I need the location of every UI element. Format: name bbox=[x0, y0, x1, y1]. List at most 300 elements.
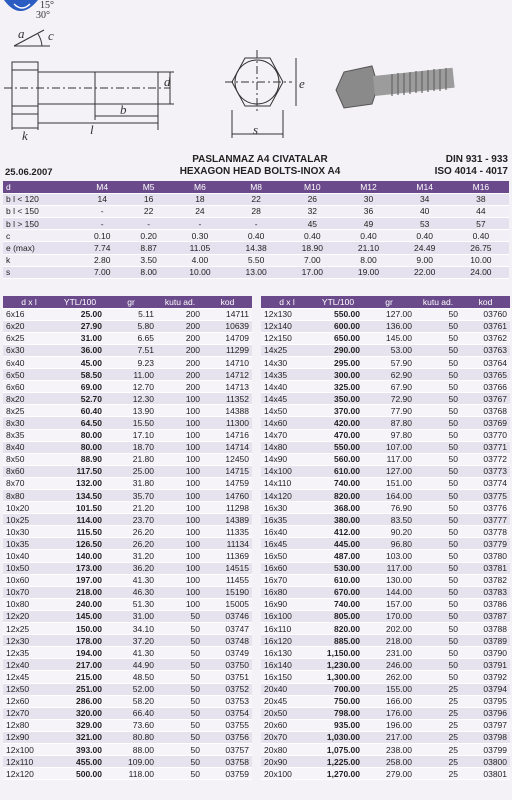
weight-cell: 109.00 bbox=[105, 756, 157, 768]
dimensions-cell: 0.20 bbox=[125, 230, 171, 242]
table-row bbox=[261, 743, 510, 755]
size-cell: 20x100 bbox=[261, 768, 313, 780]
table-row bbox=[261, 393, 510, 405]
table-row bbox=[3, 453, 252, 465]
dimensions-cell: 26 bbox=[284, 193, 340, 205]
code-cell: 03760 bbox=[461, 308, 510, 320]
code-cell: 03752 bbox=[203, 683, 252, 695]
price-cell: 1,300.00 bbox=[313, 671, 363, 683]
code-cell: 14712 bbox=[203, 369, 252, 381]
table-row bbox=[261, 502, 510, 514]
size-cell: 14x80 bbox=[261, 441, 313, 453]
code-cell: 03797 bbox=[461, 719, 510, 731]
dimensions-cell: 8.87 bbox=[125, 242, 171, 254]
list-header-row bbox=[261, 296, 510, 308]
code-cell: 11134 bbox=[203, 538, 252, 550]
size-cell: 20x60 bbox=[261, 719, 313, 731]
table-row bbox=[261, 429, 510, 441]
box-qty-cell: 100 bbox=[157, 574, 203, 586]
code-cell: 11369 bbox=[203, 550, 252, 562]
dimensions-cell: 13.00 bbox=[228, 266, 284, 278]
box-qty-cell: 25 bbox=[415, 731, 461, 743]
size-cell: 14x100 bbox=[261, 465, 313, 477]
price-cell: 650.00 bbox=[313, 332, 363, 344]
dimensions-cell: 45 bbox=[284, 218, 340, 230]
weight-cell: 51.30 bbox=[105, 598, 157, 610]
size-cell: 12x70 bbox=[3, 707, 55, 719]
dimensions-cell: c bbox=[3, 230, 79, 242]
code-cell: 14388 bbox=[203, 405, 252, 417]
code-cell: 03798 bbox=[461, 731, 510, 743]
box-qty-cell: 25 bbox=[415, 695, 461, 707]
box-qty-cell: 50 bbox=[415, 586, 461, 598]
size-cell: 8x35 bbox=[3, 429, 55, 441]
price-cell: 1,075.00 bbox=[313, 743, 363, 755]
dimensions-cell: 17.00 bbox=[284, 266, 340, 278]
price-cell: 321.00 bbox=[55, 731, 105, 743]
dimensions-row bbox=[3, 254, 509, 266]
code-cell: 03753 bbox=[203, 695, 252, 707]
dimensions-cell: 4.00 bbox=[172, 254, 228, 266]
size-cell: 14x110 bbox=[261, 477, 313, 489]
price-cell: 530.00 bbox=[313, 562, 363, 574]
size-cell: 14x30 bbox=[261, 356, 313, 368]
list-header-cell: YTL/100 bbox=[313, 296, 363, 308]
weight-cell: 23.70 bbox=[105, 514, 157, 526]
price-cell: 798.00 bbox=[313, 707, 363, 719]
weight-cell: 67.90 bbox=[363, 381, 415, 393]
price-cell: 88.90 bbox=[55, 453, 105, 465]
dimensions-header-cell: M6 bbox=[172, 181, 228, 193]
weight-cell: 41.30 bbox=[105, 647, 157, 659]
dimensions-cell: 7.00 bbox=[284, 254, 340, 266]
table-row bbox=[3, 417, 252, 429]
box-qty-cell: 50 bbox=[157, 671, 203, 683]
weight-cell: 218.00 bbox=[363, 635, 415, 647]
box-qty-cell: 50 bbox=[415, 574, 461, 586]
weight-cell: 52.00 bbox=[105, 683, 157, 695]
weight-cell: 37.20 bbox=[105, 635, 157, 647]
box-qty-cell: 50 bbox=[415, 623, 461, 635]
weight-cell: 196.00 bbox=[363, 719, 415, 731]
code-cell: 03769 bbox=[461, 417, 510, 429]
dimensions-cell: 2.80 bbox=[79, 254, 125, 266]
weight-cell: 44.90 bbox=[105, 659, 157, 671]
size-cell: 20x90 bbox=[261, 756, 313, 768]
size-cell: 6x50 bbox=[3, 369, 55, 381]
size-cell: 10x40 bbox=[3, 550, 55, 562]
box-qty-cell: 50 bbox=[157, 635, 203, 647]
table-row bbox=[261, 683, 510, 695]
weight-cell: 107.00 bbox=[363, 441, 415, 453]
price-cell: 1,225.00 bbox=[313, 756, 363, 768]
size-cell: 8x25 bbox=[3, 405, 55, 417]
price-cell: 935.00 bbox=[313, 719, 363, 731]
weight-cell: 176.00 bbox=[363, 707, 415, 719]
weight-cell: 41.30 bbox=[105, 574, 157, 586]
size-cell: 6x40 bbox=[3, 356, 55, 368]
price-cell: 820.00 bbox=[313, 490, 363, 502]
size-cell: 16x140 bbox=[261, 659, 313, 671]
table-row bbox=[3, 441, 252, 453]
table-row bbox=[261, 417, 510, 429]
table-row bbox=[3, 635, 252, 647]
weight-cell: 57.90 bbox=[363, 356, 415, 368]
weight-cell: 36.20 bbox=[105, 562, 157, 574]
price-cell: 290.00 bbox=[313, 344, 363, 356]
code-cell: 03754 bbox=[203, 707, 252, 719]
box-qty-cell: 50 bbox=[415, 477, 461, 489]
table-row bbox=[3, 369, 252, 381]
angle-15-label: 15° bbox=[40, 0, 54, 11]
table-row bbox=[261, 514, 510, 526]
table-row bbox=[261, 405, 510, 417]
dimensions-cell: 30 bbox=[340, 193, 396, 205]
dimensions-cell: 14 bbox=[79, 193, 125, 205]
price-cell: 805.00 bbox=[313, 610, 363, 622]
dim-c-label: c bbox=[48, 28, 54, 43]
table-row bbox=[261, 707, 510, 719]
table-row bbox=[3, 308, 252, 320]
box-qty-cell: 25 bbox=[415, 683, 461, 695]
box-qty-cell: 50 bbox=[157, 647, 203, 659]
size-cell: 20x70 bbox=[261, 731, 313, 743]
code-cell: 14709 bbox=[203, 332, 252, 344]
price-cell: 455.00 bbox=[55, 756, 105, 768]
code-cell: 03746 bbox=[203, 610, 252, 622]
table-row bbox=[3, 671, 252, 683]
size-cell: 12x80 bbox=[3, 719, 55, 731]
table-row bbox=[261, 465, 510, 477]
table-row bbox=[3, 320, 252, 332]
price-cell: 52.70 bbox=[55, 393, 105, 405]
table-row bbox=[3, 332, 252, 344]
code-cell: 03768 bbox=[461, 405, 510, 417]
table-row bbox=[261, 647, 510, 659]
dimensions-cell: 18.90 bbox=[284, 242, 340, 254]
size-cell: 10x80 bbox=[3, 598, 55, 610]
box-qty-cell: 50 bbox=[415, 332, 461, 344]
size-cell: 16x35 bbox=[261, 514, 313, 526]
table-row bbox=[3, 562, 252, 574]
weight-cell: 83.50 bbox=[363, 514, 415, 526]
box-qty-cell: 50 bbox=[415, 659, 461, 671]
box-qty-cell: 50 bbox=[157, 659, 203, 671]
box-qty-cell: 25 bbox=[415, 707, 461, 719]
list-header-cell: gr bbox=[105, 296, 157, 308]
table-row bbox=[3, 574, 252, 586]
dimensions-cell: 26.75 bbox=[453, 242, 509, 254]
price-cell: 700.00 bbox=[313, 683, 363, 695]
dimensions-cell: s bbox=[3, 266, 79, 278]
catalog-title bbox=[150, 154, 370, 178]
price-cell: 45.00 bbox=[55, 356, 105, 368]
weight-cell: 80.80 bbox=[105, 731, 157, 743]
dimensions-row bbox=[3, 230, 509, 242]
size-cell: 16x110 bbox=[261, 623, 313, 635]
weight-cell: 35.70 bbox=[105, 490, 157, 502]
dim-b-label: b bbox=[120, 102, 127, 117]
code-cell: 03799 bbox=[461, 743, 510, 755]
size-cell: 10x60 bbox=[3, 574, 55, 586]
table-row bbox=[3, 683, 252, 695]
dimensions-cell: 36 bbox=[340, 205, 396, 217]
list-header-row bbox=[3, 296, 252, 308]
table-row bbox=[261, 369, 510, 381]
weight-cell: 202.00 bbox=[363, 623, 415, 635]
code-cell: 03748 bbox=[203, 635, 252, 647]
price-cell: 286.00 bbox=[55, 695, 105, 707]
table-row bbox=[261, 381, 510, 393]
table-row bbox=[3, 695, 252, 707]
weight-cell: 72.90 bbox=[363, 393, 415, 405]
code-cell: 03791 bbox=[461, 659, 510, 671]
table-row bbox=[3, 538, 252, 550]
dimensions-cell: 14.38 bbox=[228, 242, 284, 254]
box-qty-cell: 50 bbox=[415, 490, 461, 502]
list-header-cell: d x l bbox=[3, 296, 55, 308]
weight-cell: 130.00 bbox=[363, 574, 415, 586]
box-qty-cell: 50 bbox=[157, 731, 203, 743]
dimensions-cell: e (max) bbox=[3, 242, 79, 254]
list-header-cell: d x l bbox=[261, 296, 313, 308]
code-cell: 03781 bbox=[461, 562, 510, 574]
price-cell: 487.00 bbox=[313, 550, 363, 562]
code-cell: 11335 bbox=[203, 526, 252, 538]
size-cell: 16x80 bbox=[261, 586, 313, 598]
weight-cell: 87.80 bbox=[363, 417, 415, 429]
weight-cell: 127.00 bbox=[363, 465, 415, 477]
table-row bbox=[3, 610, 252, 622]
table-row bbox=[261, 695, 510, 707]
title-line-en: HEXAGON HEAD BOLTS-INOX A4 bbox=[179, 166, 341, 177]
table-row bbox=[261, 768, 510, 780]
weight-cell: 34.10 bbox=[105, 623, 157, 635]
box-qty-cell: 200 bbox=[157, 381, 203, 393]
size-cell: 16x60 bbox=[261, 562, 313, 574]
code-cell: 03749 bbox=[203, 647, 252, 659]
box-qty-cell: 50 bbox=[415, 647, 461, 659]
price-cell: 117.50 bbox=[55, 465, 105, 477]
size-cell: 12x120 bbox=[3, 768, 55, 780]
list-header-cell: kod bbox=[203, 296, 252, 308]
table-row bbox=[261, 308, 510, 320]
code-cell: 14760 bbox=[203, 490, 252, 502]
size-cell: 14x70 bbox=[261, 429, 313, 441]
code-cell: 14716 bbox=[203, 429, 252, 441]
table-row bbox=[3, 526, 252, 538]
box-qty-cell: 50 bbox=[157, 623, 203, 635]
code-cell: 03777 bbox=[461, 514, 510, 526]
size-cell: 8x50 bbox=[3, 453, 55, 465]
code-cell: 11298 bbox=[203, 502, 252, 514]
catalog-date: 25.06.2007 bbox=[5, 167, 53, 178]
code-cell: 03747 bbox=[203, 623, 252, 635]
table-row bbox=[3, 623, 252, 635]
table-row bbox=[261, 598, 510, 610]
code-cell: 14389 bbox=[203, 514, 252, 526]
price-cell: 600.00 bbox=[313, 320, 363, 332]
table-row bbox=[261, 586, 510, 598]
dimensions-table bbox=[3, 181, 509, 279]
dimensions-row bbox=[3, 242, 509, 254]
size-cell: 12x45 bbox=[3, 671, 55, 683]
code-cell: 03800 bbox=[461, 756, 510, 768]
table-row bbox=[3, 731, 252, 743]
table-row bbox=[261, 756, 510, 768]
table-row bbox=[3, 598, 252, 610]
weight-cell: 62.90 bbox=[363, 369, 415, 381]
weight-cell: 88.00 bbox=[105, 743, 157, 755]
price-cell: 1,030.00 bbox=[313, 731, 363, 743]
code-cell: 03750 bbox=[203, 659, 252, 671]
title-line-tr: PASLANMAZ A4 CIVATALAR bbox=[192, 154, 328, 165]
weight-cell: 31.80 bbox=[105, 477, 157, 489]
code-cell: 03786 bbox=[461, 598, 510, 610]
dimensions-cell: 22 bbox=[228, 193, 284, 205]
price-cell: 320.00 bbox=[55, 707, 105, 719]
weight-cell: 7.51 bbox=[105, 344, 157, 356]
size-cell: 12x110 bbox=[3, 756, 55, 768]
box-qty-cell: 100 bbox=[157, 598, 203, 610]
code-cell: 03767 bbox=[461, 393, 510, 405]
price-cell: 145.00 bbox=[55, 610, 105, 622]
box-qty-cell: 50 bbox=[415, 526, 461, 538]
code-cell: 03766 bbox=[461, 381, 510, 393]
price-cell: 750.00 bbox=[313, 695, 363, 707]
weight-cell: 127.00 bbox=[363, 308, 415, 320]
box-qty-cell: 50 bbox=[415, 356, 461, 368]
weight-cell: 58.20 bbox=[105, 695, 157, 707]
price-cell: 134.50 bbox=[55, 490, 105, 502]
size-cell: 12x100 bbox=[3, 743, 55, 755]
dimensions-row bbox=[3, 218, 509, 230]
box-qty-cell: 50 bbox=[415, 381, 461, 393]
price-cell: 240.00 bbox=[55, 598, 105, 610]
box-qty-cell: 100 bbox=[157, 502, 203, 514]
list-header-cell: YTL/100 bbox=[55, 296, 105, 308]
size-cell: 6x30 bbox=[3, 344, 55, 356]
dimensions-cell: - bbox=[79, 218, 125, 230]
dimensions-cell: 0.10 bbox=[79, 230, 125, 242]
table-row bbox=[3, 477, 252, 489]
table-row bbox=[261, 610, 510, 622]
dim-s-label: s bbox=[253, 122, 259, 137]
size-cell: 16x70 bbox=[261, 574, 313, 586]
dimensions-cell: 49 bbox=[340, 218, 396, 230]
code-cell: 03796 bbox=[461, 707, 510, 719]
box-qty-cell: 50 bbox=[415, 671, 461, 683]
box-qty-cell: 50 bbox=[415, 465, 461, 477]
size-cell: 16x45 bbox=[261, 538, 313, 550]
code-cell: 11352 bbox=[203, 393, 252, 405]
list-header-cell: kutu ad. bbox=[157, 296, 203, 308]
weight-cell: 9.23 bbox=[105, 356, 157, 368]
size-cell: 14x40 bbox=[261, 381, 313, 393]
dimensions-cell: 38 bbox=[453, 193, 509, 205]
code-cell: 03778 bbox=[461, 526, 510, 538]
price-cell: 217.00 bbox=[55, 659, 105, 671]
dimensions-cell: 3.50 bbox=[125, 254, 171, 266]
size-cell: 20x45 bbox=[261, 695, 313, 707]
box-qty-cell: 100 bbox=[157, 538, 203, 550]
size-cell: 10x30 bbox=[3, 526, 55, 538]
box-qty-cell: 200 bbox=[157, 308, 203, 320]
dim-k-label: k bbox=[22, 128, 28, 143]
weight-cell: 13.90 bbox=[105, 405, 157, 417]
dimensions-cell: 11.05 bbox=[172, 242, 228, 254]
dimensions-cell: b l > 150 bbox=[3, 218, 79, 230]
dim-a-label: a bbox=[18, 26, 25, 41]
table-row bbox=[3, 743, 252, 755]
box-qty-cell: 200 bbox=[157, 369, 203, 381]
price-cell: 470.00 bbox=[313, 429, 363, 441]
price-cell: 1,230.00 bbox=[313, 659, 363, 671]
table-row bbox=[261, 477, 510, 489]
table-row bbox=[261, 562, 510, 574]
dimensions-header-cell: d bbox=[3, 181, 79, 193]
code-cell: 03790 bbox=[461, 647, 510, 659]
list-header-cell: kod bbox=[461, 296, 510, 308]
box-qty-cell: 200 bbox=[157, 356, 203, 368]
size-cell: 8x30 bbox=[3, 417, 55, 429]
box-qty-cell: 50 bbox=[415, 538, 461, 550]
table-row bbox=[3, 514, 252, 526]
table-row bbox=[261, 671, 510, 683]
weight-cell: 5.11 bbox=[105, 308, 157, 320]
dimensions-cell: 22.00 bbox=[397, 266, 453, 278]
code-cell: 11300 bbox=[203, 417, 252, 429]
dimensions-row bbox=[3, 205, 509, 217]
dimensions-header-row bbox=[3, 181, 509, 193]
size-cell: 10x20 bbox=[3, 502, 55, 514]
dimensions-cell: 7.00 bbox=[79, 266, 125, 278]
price-cell: 368.00 bbox=[313, 502, 363, 514]
table-row bbox=[261, 453, 510, 465]
price-cell: 329.00 bbox=[55, 719, 105, 731]
price-cell: 300.00 bbox=[313, 369, 363, 381]
weight-cell: 46.30 bbox=[105, 586, 157, 598]
box-qty-cell: 100 bbox=[157, 465, 203, 477]
weight-cell: 26.20 bbox=[105, 526, 157, 538]
weight-cell: 73.60 bbox=[105, 719, 157, 731]
price-cell: 412.00 bbox=[313, 526, 363, 538]
box-qty-cell: 25 bbox=[415, 743, 461, 755]
dimensions-cell: 8.00 bbox=[125, 266, 171, 278]
weight-cell: 246.00 bbox=[363, 659, 415, 671]
size-cell: 10x35 bbox=[3, 538, 55, 550]
size-cell: 20x50 bbox=[261, 707, 313, 719]
box-qty-cell: 200 bbox=[157, 332, 203, 344]
box-qty-cell: 50 bbox=[157, 768, 203, 780]
weight-cell: 238.00 bbox=[363, 743, 415, 755]
table-row bbox=[3, 756, 252, 768]
table-row bbox=[3, 490, 252, 502]
dimensions-cell: 24.00 bbox=[453, 266, 509, 278]
table-row bbox=[3, 502, 252, 514]
code-cell: 03765 bbox=[461, 369, 510, 381]
weight-cell: 77.90 bbox=[363, 405, 415, 417]
dimensions-cell: 18 bbox=[172, 193, 228, 205]
box-qty-cell: 25 bbox=[415, 768, 461, 780]
size-cell: 20x40 bbox=[261, 683, 313, 695]
table-row bbox=[3, 719, 252, 731]
standard-din: DIN 931 - 933 bbox=[445, 154, 508, 165]
size-cell: 16x30 bbox=[261, 502, 313, 514]
dimensions-cell: 34 bbox=[397, 193, 453, 205]
weight-cell: 217.00 bbox=[363, 731, 415, 743]
price-cell: 194.00 bbox=[55, 647, 105, 659]
